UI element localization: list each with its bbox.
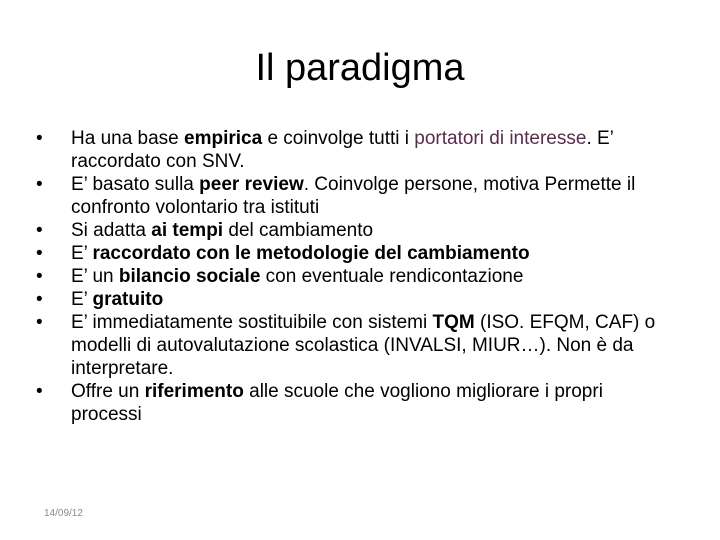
bullet-item (36, 380, 676, 426)
bullet-emphasis: ai tempi (151, 220, 224, 241)
bullet-text: . Coinvolge persone, motiva Permette il confronto volontario tra istituti (71, 174, 636, 218)
bullet-text: Ha una base (71, 128, 185, 149)
bullet-emphasis: peer review (199, 174, 304, 195)
bullet-item (36, 173, 676, 219)
slide-title: Il paradigma (255, 47, 465, 89)
bullet-text: E’ (71, 243, 93, 264)
bullet-emphasis: raccordato con le metodologie del cambiamento (92, 243, 530, 264)
bullet-item (36, 242, 676, 265)
bullet-item (36, 219, 676, 242)
bullet-text: E’ un (71, 266, 119, 287)
bullet-text: E’ immediatamente sostituibile con sistemi (71, 312, 433, 333)
bullet-item (36, 265, 676, 288)
bullet-text: . E’ raccordato con SNV. (71, 128, 614, 172)
bullet-text: Si adatta (71, 220, 152, 241)
bullet-text: alle scuole che vogliono migliorare i propri processi (71, 381, 603, 425)
bullet-text: E’ basato sulla (71, 174, 200, 195)
bullet-text: del cambiamento (223, 220, 374, 241)
bullet-text: con eventuale rendicontazione (260, 266, 524, 287)
bullet-text: E’ (71, 289, 93, 310)
bullet-text: e coinvolge tutti i (262, 128, 415, 149)
bullet-item (36, 288, 676, 311)
bullet-emphasis: empirica (184, 128, 263, 149)
bullet-item (36, 311, 676, 380)
bullet-item (36, 127, 676, 173)
bullet-list (36, 127, 676, 426)
bullet-text: (ISO. EFQM, CAF) o modelli di autovalutazione scolastica (INVALSI, MIUR…). Non è da interpretare. (71, 312, 656, 379)
footer-date: 14/09/12 (44, 508, 83, 519)
bullet-emphasis: TQM (432, 312, 475, 333)
bullet-emphasis: gratuito (92, 289, 164, 310)
bullet-emphasis: bilancio sociale (118, 266, 261, 287)
bullet-text: Offre un (71, 381, 145, 402)
bullet-emphasis: riferimento (144, 381, 244, 402)
bullet-text: portatori di interesse (414, 128, 587, 149)
